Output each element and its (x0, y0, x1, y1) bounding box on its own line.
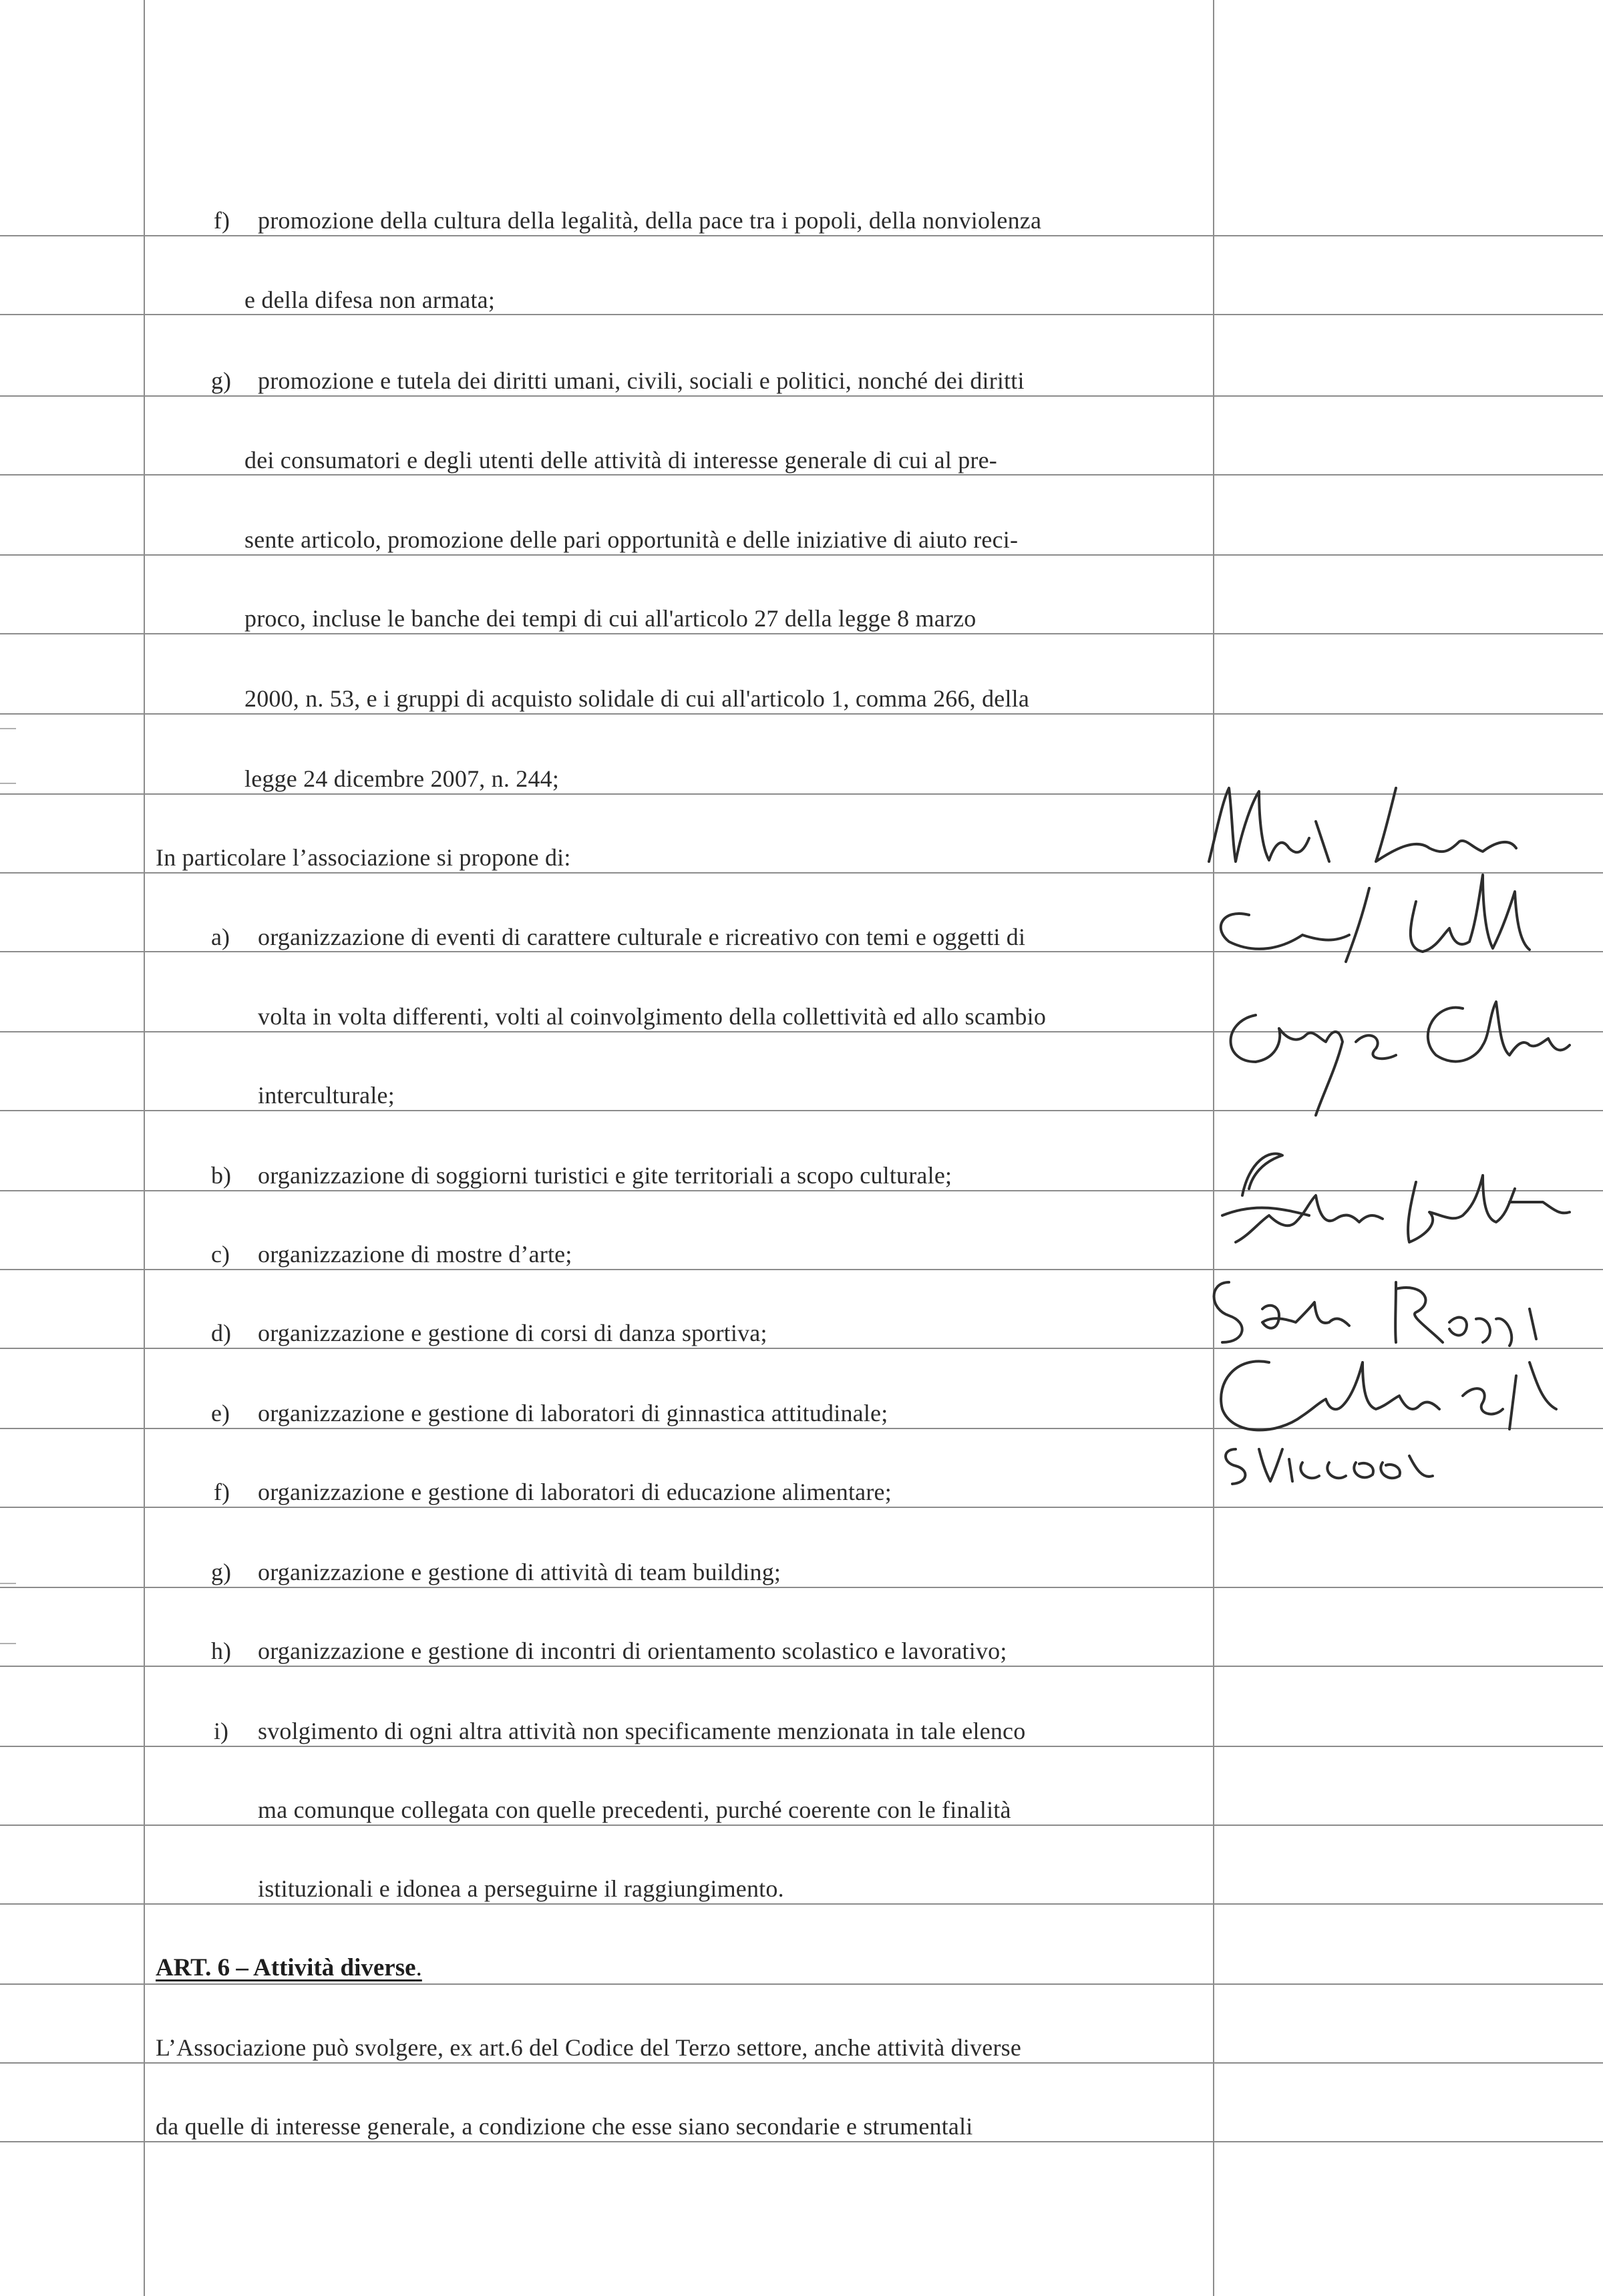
body-line: organizzazione di mostre d’arte; (258, 1241, 572, 1268)
body-line: svolgimento di ogni altra attività non specificamente menzionata in tale elenco (258, 1718, 1026, 1744)
article-heading-dot: . (415, 1954, 422, 1981)
item-label: e) (211, 1400, 230, 1426)
signature-5 (1214, 1282, 1537, 1346)
article-heading-text: ART. 6 – Attività diverse (156, 1954, 416, 1981)
ruled-line (0, 1825, 1603, 1826)
scan-tick (0, 783, 16, 784)
ruled-line (0, 314, 1603, 315)
ruled-line (0, 554, 1603, 556)
scan-tick (0, 1643, 16, 1644)
body-line: L’Associazione può svolgere, ex art.6 del Codice del Terzo settore, anche attività diverse (156, 2034, 1022, 2061)
item-label: d) (211, 1320, 231, 1346)
body-line: promozione della cultura della legalità, della pace tra i popoli, della nonviolenza (258, 207, 1042, 234)
left-margin-line (144, 0, 145, 2296)
body-line: organizzazione di eventi di carattere culturale e ricreativo con temi e oggetti di (258, 924, 1026, 950)
body-line: proco, incluse le banche dei tempi di cui all'articolo 27 della legge 8 marzo (244, 605, 976, 632)
body-line: organizzazione e gestione di corsi di danza sportiva; (258, 1320, 767, 1346)
body-line: legge 24 dicembre 2007, n. 244; (244, 765, 560, 792)
signature-1 (1209, 788, 1516, 862)
ruled-line (0, 1507, 1603, 1508)
ruled-line (0, 474, 1603, 475)
item-label: f) (214, 1479, 230, 1505)
body-line: organizzazione di soggiorni turistici e gite territoriali a scopo culturale; (258, 1162, 952, 1189)
item-label: g) (211, 367, 231, 394)
signature-7 (1226, 1449, 1433, 1484)
signatures (1196, 775, 1596, 1496)
body-line: 2000, n. 53, e i gruppi di acquisto solidale di cui all'articolo 1, comma 266, della (244, 685, 1030, 712)
body-line: da quelle di interesse generale, a condizione che esse siano secondarie e strumentali (156, 2113, 973, 2140)
ruled-line (0, 1587, 1603, 1588)
body-line: organizzazione e gestione di attività di team building; (258, 1559, 781, 1585)
scan-tick (0, 728, 16, 729)
item-label: c) (211, 1241, 230, 1268)
item-label: f) (214, 207, 230, 234)
signature-4 (1222, 1154, 1570, 1243)
ruled-line (0, 1746, 1603, 1747)
ruled-line (0, 2141, 1603, 2142)
ruled-line (0, 1903, 1603, 1905)
ruled-line (0, 713, 1603, 715)
article-heading (156, 1955, 422, 1980)
scan-tick (0, 1583, 16, 1584)
body-line: ma comunque collegata con quelle precedenti, purché coerente con le finalità (258, 1796, 1011, 1823)
body-line: In particolare l’associazione si propone di: (156, 844, 571, 871)
ruled-line (0, 1666, 1603, 1667)
body-line: sente articolo, promozione delle pari opportunità e delle iniziative di aiuto reci- (244, 526, 1019, 553)
item-label: a) (211, 924, 230, 950)
body-line: organizzazione e gestione di laboratori di educazione alimentare; (258, 1479, 892, 1505)
signature-2 (1221, 875, 1530, 962)
body-line: interculturale; (258, 1082, 395, 1109)
body-line: promozione e tutela dei diritti umani, civili, sociali e politici, nonché dei diritti (258, 367, 1025, 394)
ruled-line (0, 1983, 1603, 1985)
body-line: e della difesa non armata; (244, 286, 496, 313)
item-label: g) (211, 1559, 231, 1585)
item-label: b) (211, 1162, 231, 1189)
ruled-line (0, 235, 1603, 236)
signature-6 (1221, 1361, 1556, 1430)
item-label: i) (214, 1718, 228, 1744)
item-label: h) (211, 1638, 231, 1664)
body-line: dei consumatori e degli utenti delle attività di interesse generale di cui al pre- (244, 447, 997, 473)
body-line: istituzionali e idonea a perseguirne il raggiungimento. (258, 1875, 784, 1902)
ruled-line (0, 395, 1603, 397)
signature-3 (1231, 1002, 1570, 1115)
body-line: volta in volta differenti, volti al coinvolgimento della collettività ed allo scambio (258, 1003, 1047, 1030)
ruled-line (0, 633, 1603, 634)
body-line: organizzazione e gestione di laboratori di ginnastica attitudinale; (258, 1400, 888, 1426)
ruled-line (0, 2062, 1603, 2064)
body-line: organizzazione e gestione di incontri di orientamento scolastico e lavorativo; (258, 1638, 1007, 1664)
